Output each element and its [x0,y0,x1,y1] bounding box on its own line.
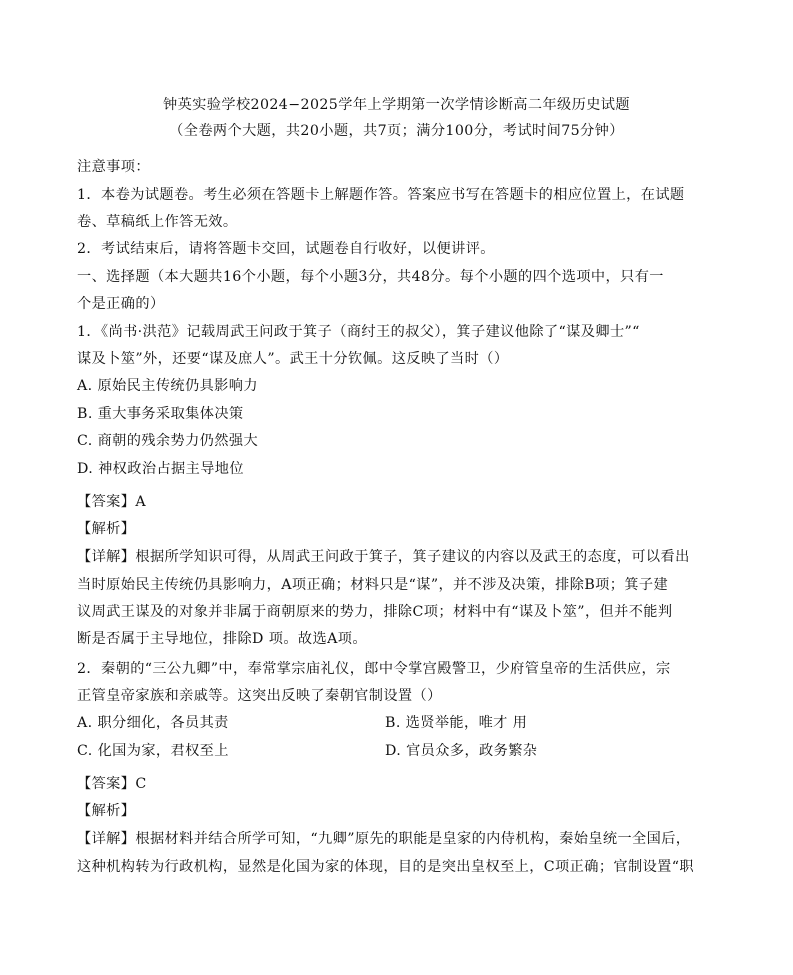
note-1-line-2: 卷、草稿纸上作答无效。 [77,214,238,230]
q1-option-d: D. 神权政治占据主导地位 [77,461,244,477]
q1-detail-line-1: 【详解】根据所学知识可得，从周武王问政于箕子，箕子建议的内容以及武王的态度，可以看出 [77,549,690,565]
note-2: 2．考试结束后，请将答题卡交回，试题卷自行收好，以便讲评。 [77,241,495,257]
q2-answer: 【答案】C [77,776,147,792]
q1-detail-line-2: 当时原始民主传统仍具影响力，A项正确；材料只是“谋”，并不涉及决策，排除B项；箕子建 [77,577,669,593]
q1-stem-line-2: 谋及卜筮”外，还要“谋及庶人”。武王十分钦佩。这反映了当时（） [77,351,509,367]
q1-stem-line-1: 1．《尚书·洪范》记载周武王问政于箕子（商纣王的叔父），箕子建议他除了“谋及卿士”“ [77,324,640,340]
q1-detail-line-4: 断是否属于主导地位，排除D 项。故选A项。 [77,631,367,647]
exam-title: 钟英实验学校2024−2025学年上学期第一次学情诊断高二年级历史试题 [163,97,630,113]
exam-subtitle: （全卷两个大题，共20小题，共7页；满分100分，考试时间75分钟） [169,123,624,139]
q1-analysis-label: 【解析】 [77,521,136,537]
q2-option-d: D. 官员众多，政务繁杂 [385,743,538,759]
q2-option-a: A. 职分细化，各员其责 [77,715,229,731]
q2-stem-line-1: 2．秦朝的“三公九卿”中，奉常掌宗庙礼仪，郎中令掌宫殿警卫，少府管皇帝的生活供应，宗 [77,661,671,677]
section-heading-line-1: 一、选择题（本大题共16个小题，每个小题3分，共48分。每个小题的四个选项中，只有一 [77,269,664,285]
q2-detail-line-1: 【详解】根据材料并结合所学可知，“九卿”原先的职能是皇家的内侍机构，秦始皇统一全国后， [77,831,691,847]
q1-option-a: A. 原始民主传统仍具影响力 [77,378,258,394]
q1-answer: 【答案】A [77,494,146,510]
q2-analysis-label: 【解析】 [77,803,136,819]
q2-stem-line-2: 正管皇帝家族和亲戚等。这突出反映了秦朝官制设置（） [77,688,442,704]
q2-option-b: B. 选贤举能，唯才 用 [385,715,528,731]
q1-option-c: C. 商朝的残余势力仍然强大 [77,433,259,449]
q2-option-c: C. 化国为家，君权至上 [77,743,229,759]
note-1-line-1: 1．本卷为试题卷。考生必须在答题卡上解题作答。答案应书写在答题卡的相应位置上，在试题 [77,187,685,203]
q1-detail-line-3: 议周武王谋及的对象并非属于商朝原来的势力，排除C项；材料中有“谋及卜筮”，但并不能判 [77,604,673,620]
section-heading-line-2: 个是正确的） [77,296,165,312]
notes-heading: 注意事项： [77,159,150,175]
q1-option-b: B. 重大事务采取集体决策 [77,406,244,422]
q2-detail-line-2: 这种机构转为行政机构，显然是化国为家的体现，目的是突出皇权至上，C项正确；官制设置“职 [77,859,694,875]
